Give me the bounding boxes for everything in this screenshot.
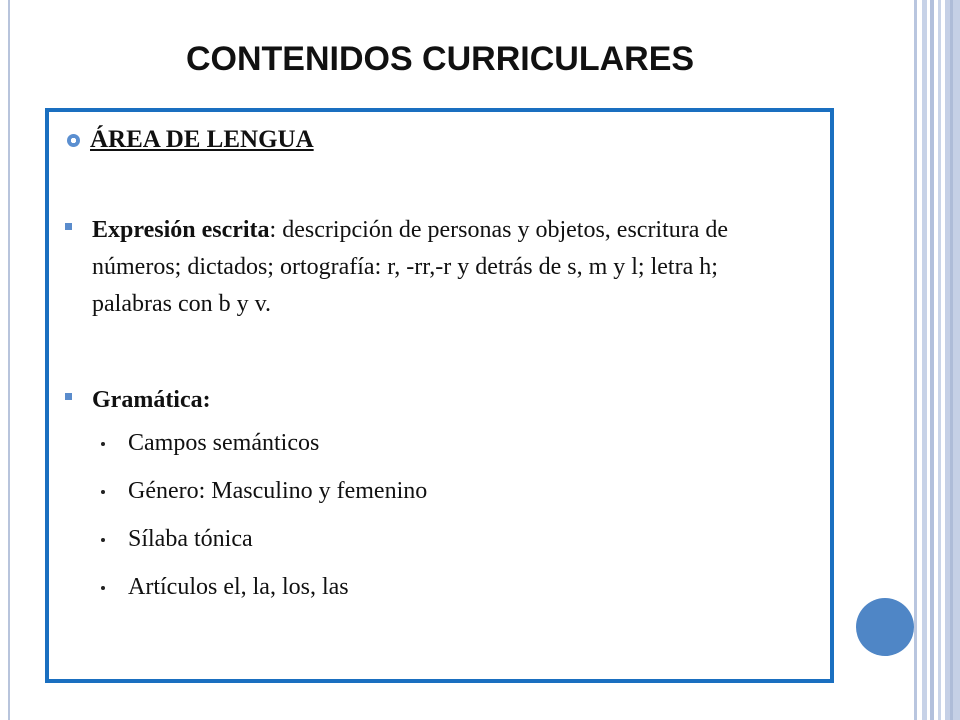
slide-title: CONTENIDOS CURRICULARES — [185, 40, 695, 78]
left-border-line — [8, 0, 10, 720]
list-item — [101, 425, 427, 473]
expresion-label: Expresión escrita — [92, 217, 270, 243]
dot-bullet-icon — [101, 442, 105, 446]
list-item — [101, 473, 427, 521]
gramatica-sub-list — [101, 425, 427, 617]
item-expresion-escrita — [65, 212, 765, 323]
list-item-text: Sílaba tónica — [128, 526, 253, 552]
band-1 — [914, 0, 917, 720]
dot-bullet-icon — [101, 586, 105, 590]
square-bullet-icon — [65, 223, 72, 230]
item-gramatica — [65, 382, 211, 419]
band-3 — [930, 0, 934, 720]
section-heading — [67, 126, 314, 154]
band-2 — [922, 0, 927, 720]
gramatica-text — [92, 382, 211, 419]
list-item-text: Campos semánticos — [128, 430, 320, 456]
expresion-body: : descripción de personas y objetos, escritura de números; dictados; ortografía: r, -rr,-r y detrás de s, m y l; letra h; palabras con b y v. — [92, 217, 729, 317]
gramatica-label: Gramática: — [92, 387, 211, 413]
section-title: ÁREA DE LENGUA — [90, 126, 314, 153]
gear-icon — [67, 134, 80, 147]
list-item — [101, 521, 427, 569]
list-item — [101, 569, 427, 617]
band-6 — [950, 0, 953, 720]
list-item-text: Artículos el, la, los, las — [128, 574, 349, 600]
decorative-circle — [856, 598, 914, 656]
band-4 — [938, 0, 941, 720]
list-item-text: Género: Masculino y femenino — [128, 478, 428, 504]
square-bullet-icon — [65, 393, 72, 400]
dot-bullet-icon — [101, 490, 105, 494]
dot-bullet-icon — [101, 538, 105, 542]
right-decorative-bands — [914, 0, 960, 720]
content-box — [45, 108, 834, 683]
expresion-text — [92, 212, 765, 323]
